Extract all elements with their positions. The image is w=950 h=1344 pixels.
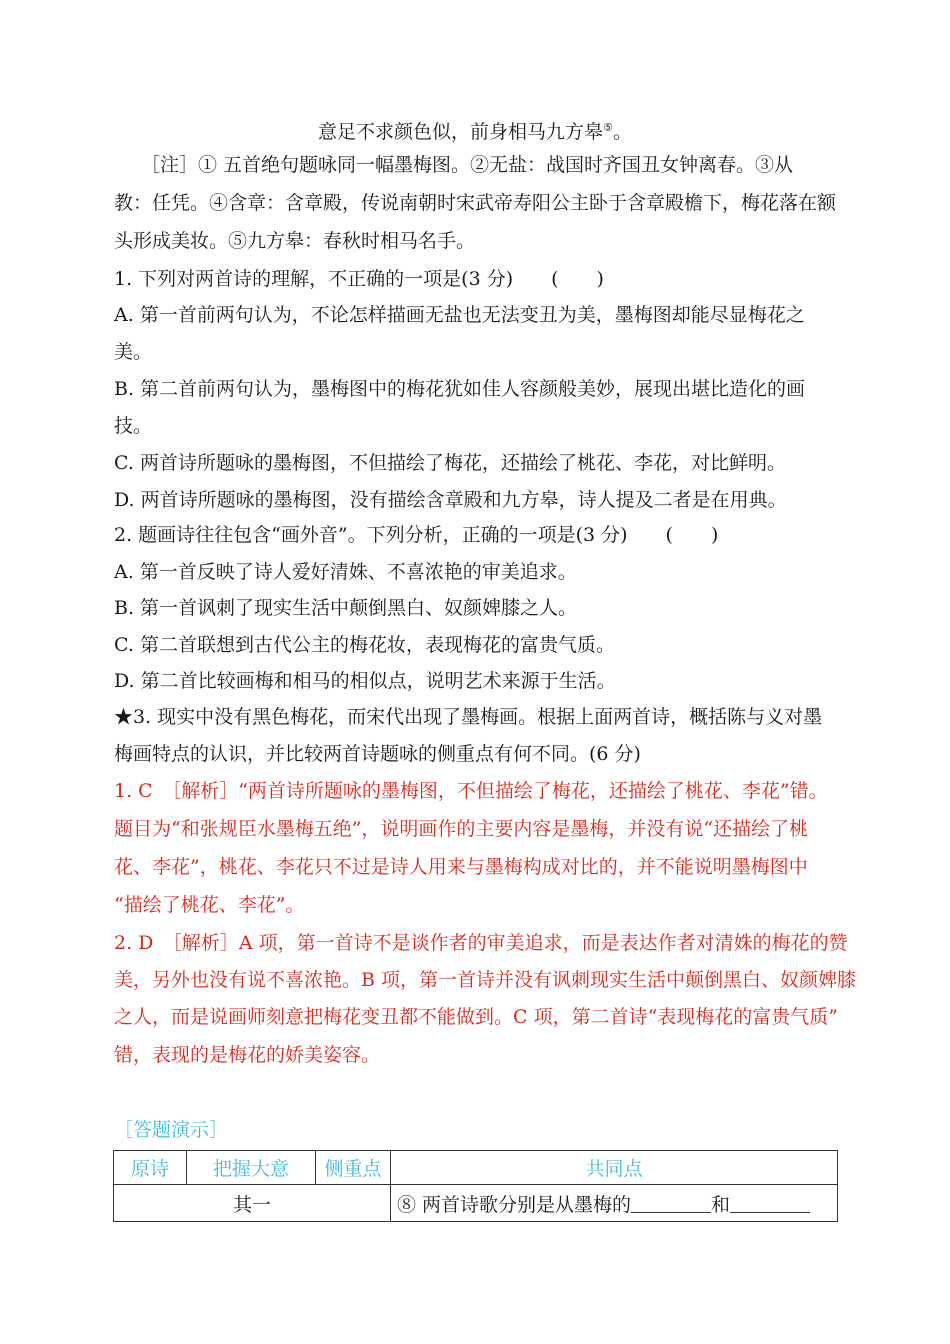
header-main-idea: 把握大意: [187, 1151, 316, 1185]
answer-line-3: 花、李花”，桃花、李花只不过是诗人用来与墨梅构成对比的，并不能说明墨梅图中: [114, 856, 808, 878]
demo-title: ［答题演示］: [114, 1119, 229, 1141]
q2-option-c: C. 第二首联想到古代公主的梅花妆，表现梅花的富贵气质。: [114, 634, 615, 656]
q2-option-b: B. 第一首讽刺了现实生活中颠倒黑白、奴颜婢膝之人。: [114, 597, 578, 619]
q2-option-d: D. 第二首比较画梅和相马的相似点，说明艺术来源于生活。: [114, 670, 616, 692]
answer-line-4: “描绘了桃花、李花”。: [114, 894, 305, 916]
note-line-1: ［注］① 五首绝句题咏同一幅墨梅图。②无盐：战国时齐国丑女钟离春。③从: [141, 154, 794, 176]
answer-line-8: 错，表现的是梅花的娇美姿容。: [114, 1044, 381, 1066]
header-focus: 侧重点: [316, 1151, 391, 1185]
q3-stem: ★3. 现实中没有黑色梅花，而宋代出现了墨梅画。根据上面两首诗，概括陈与义对墨: [114, 706, 823, 728]
q1-option-b-cont: 技。: [114, 415, 153, 437]
fill-blank: [631, 1194, 711, 1213]
answer-line-7: 之人，而是说画师刻意把梅花变丑都不能做到。C 项，第二首诗“表现梅花的富贵气质”: [114, 1006, 839, 1028]
answer-line-1: 1. C ［解析］“两首诗所题咏的墨梅图，不但描绘了梅花，还描绘了桃花、李花”错。: [114, 780, 828, 802]
header-original-poem: 原诗: [114, 1151, 187, 1185]
q3-stem-cont: 梅画特点的认识，并比较两首诗题咏的侧重点有何不同。(6 分): [114, 743, 641, 765]
q1-option-a: A. 第一首前两句认为，不论怎样描画无盐也无法变丑为美，墨梅图却能尽显梅花之: [114, 304, 805, 326]
note-line-3: 头形成美妆。⑤九方皋：春秋时相马名手。: [114, 230, 476, 252]
answer-demo-table: [113, 1150, 838, 1222]
row-label: 其一: [114, 1185, 391, 1222]
header-common-points: 共同点: [391, 1151, 838, 1185]
answer-line-2: 题目为“和张规臣水墨梅五绝”，说明画作的主要内容是墨梅，并没有说“还描绘了桃: [114, 818, 809, 840]
answer-line-5: 2. D ［解析］A 项，第一首诗不是谈作者的审美追求，而是表达作者对清姝的梅花的赞: [114, 932, 848, 954]
table-row: [114, 1185, 838, 1222]
q2-option-a: A. 第一首反映了诗人爱好清姝、不喜浓艳的审美追求。: [114, 561, 577, 583]
fill-blank: [730, 1194, 810, 1213]
common-mid: 和: [711, 1193, 731, 1216]
common-cell: [391, 1185, 838, 1222]
q1-option-a-cont: 美。: [114, 341, 153, 363]
poem-line: 意足不求颜色似，前身相马九方皋⑤。: [318, 121, 632, 143]
table-header-row: [114, 1151, 838, 1185]
common-text: ⑧ 两首诗歌分别是从墨梅的: [397, 1193, 632, 1216]
answer-line-6: 美，另外也没有说不喜浓艳。B 项，第一首诗并没有讽刺现实生活中颠倒黑白、奴颜婢膝: [114, 969, 857, 991]
q1-option-b: B. 第二首前两句认为，墨梅图中的梅花犹如佳人容颜般美妙，展现出堪比造化的画: [114, 378, 806, 400]
q2-stem: 2. 题画诗往往包含“画外音”。下列分析，正确的一项是(3 分) ( ): [114, 524, 719, 546]
note-line-2: 教：任凭。④含章：含章殿，传说南朝时宋武帝寿阳公主卧于含章殿檐下，梅花落在额: [114, 192, 837, 214]
footnote-marker: ⑤: [603, 121, 613, 134]
q1-option-c: C. 两首诗所题咏的墨梅图，不但描绘了梅花，还描绘了桃花、李花，对比鲜明。: [114, 452, 786, 474]
q1-stem: 1. 下列对两首诗的理解，不正确的一项是(3 分) ( ): [114, 268, 604, 290]
q1-option-d: D. 两首诗所题咏的墨梅图，没有描绘含章殿和九方皋，诗人提及二者是在用典。: [114, 489, 787, 511]
